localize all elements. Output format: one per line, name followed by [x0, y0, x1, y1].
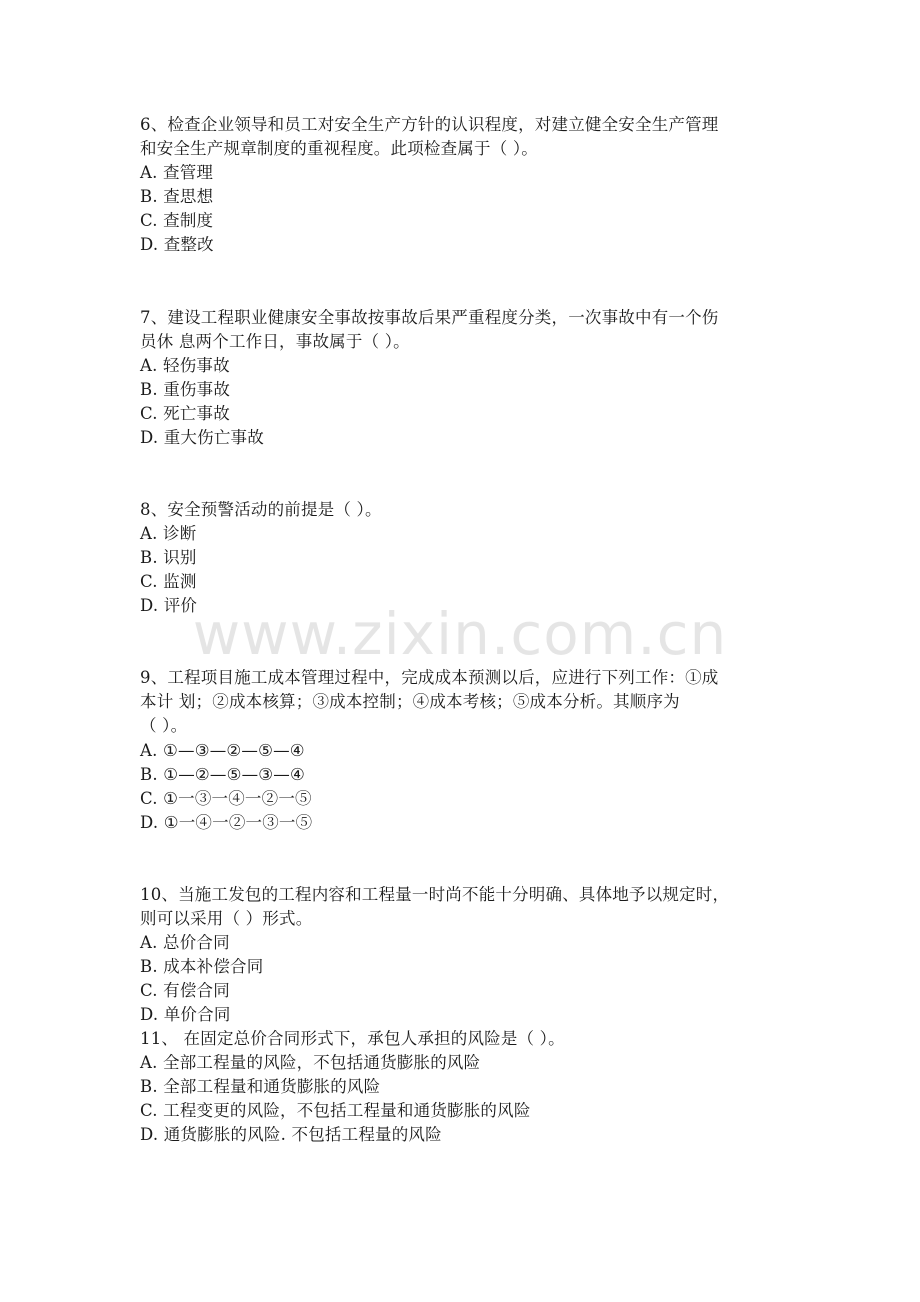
- question-9-option-c: C. ①一③一④一②一⑤: [140, 789, 312, 808]
- question-10-line-1: 10、当施工发包的工程内容和工程量一时尚不能十分明确、具体地予以规定时，: [140, 885, 730, 904]
- question-11-option-b: B. 全部工程量和通货膨胀的风险: [140, 1077, 381, 1096]
- question-6-option-a: A. 查管理: [140, 163, 214, 182]
- question-6-line-1: 6、检查企业领导和员工对安全生产方针的认识程度，对建立健全安全生产管理: [140, 115, 719, 134]
- question-7-option-a: A. 轻伤事故: [140, 356, 230, 375]
- question-10-option-d: D. 单价合同: [140, 1005, 231, 1024]
- question-8-option-a: A. 诊断: [140, 524, 197, 543]
- question-7-line-1: 7、建设工程职业健康安全事故按事故后果严重程度分类，一次事故中有一个伤: [140, 308, 719, 327]
- question-9-line-1: 9、工程项目施工成本管理过程中，完成成本预测以后，应进行下列工作：①成: [140, 668, 719, 687]
- question-8-option-d: D. 评价: [140, 596, 198, 615]
- question-8-line-1: 8、安全预警活动的前提是（ ）。: [140, 500, 382, 519]
- question-11-option-c: C. 工程变更的风险，不包括工程量和通货膨胀的风险: [140, 1101, 531, 1120]
- question-6-line-2: 和安全生产规章制度的重视程度。此项检查属于（ ）。: [140, 139, 538, 158]
- question-6-option-d: D. 查整改: [140, 235, 214, 254]
- question-7-option-b: B. 重伤事故: [140, 380, 231, 399]
- question-10-option-b: B. 成本补偿合同: [140, 957, 264, 976]
- question-9-option-a: A. ①—③—②—⑤—④: [140, 741, 305, 760]
- question-10-option-c: C. 有偿合同: [140, 981, 230, 1000]
- question-6-option-c: C. 查制度: [140, 211, 214, 230]
- question-7-line-2: 员休 息两个工作日，事故属于（ ）。: [140, 332, 410, 351]
- watermark: www.zixin.com.cn: [192, 600, 728, 668]
- question-8-option-c: C. 监测: [140, 572, 197, 591]
- question-7-option-c: C. 死亡事故: [140, 404, 230, 423]
- question-9-line-3: （ ）。: [140, 716, 188, 735]
- question-9-option-b: B. ①—②—⑤—③—④: [140, 765, 305, 784]
- question-8-option-b: B. 识别: [140, 548, 197, 567]
- question-9-option-d: D. ①一④一②一③一⑤: [140, 813, 313, 832]
- question-6-option-b: B. 查思想: [140, 187, 214, 206]
- question-10-option-a: A. 总价合同: [140, 933, 230, 952]
- question-9-line-2: 本计 划；②成本核算；③成本控制；④成本考核；⑤成本分析。其顺序为: [140, 692, 680, 711]
- question-10-line-2: 则可以采用（ ）形式。: [140, 909, 313, 928]
- question-11-line-1: 11、 在固定总价合同形式下，承包人承担的风险是（ ）。: [140, 1029, 565, 1048]
- question-11-option-d: D. 通货膨胀的风险. 不包括工程量的风险: [140, 1125, 442, 1144]
- question-11-option-a: A. 全部工程量的风险，不包括通货膨胀的风险: [140, 1053, 481, 1072]
- question-7-option-d: D. 重大伤亡事故: [140, 428, 264, 447]
